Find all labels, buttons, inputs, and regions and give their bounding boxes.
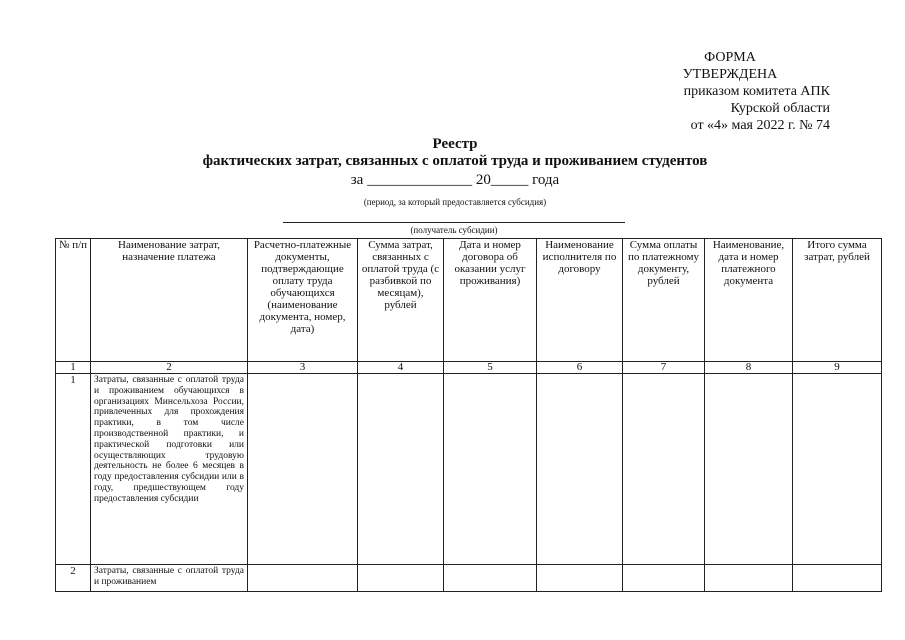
table-row xyxy=(56,565,882,592)
column-number: 4 xyxy=(358,362,444,374)
table-row xyxy=(56,374,882,565)
header-cell: Наименование затрат, назначение платежа xyxy=(91,239,248,362)
form-label: ФОРМА xyxy=(704,50,756,65)
column-number: 9 xyxy=(793,362,882,374)
column-number-row xyxy=(56,362,882,374)
row-description: Затраты, связанные с оплатой труда и проживанием обучающихся в организациях Минсельхоза России, привлеченных для прохождения практики, в том числе производственной практики, и практической подготовки или осуществляющих трудовую деятельность не более 6 месяцев в году предоставления субсидии или в году, предшествующем году предоставления субсидии xyxy=(91,374,248,565)
column-number: 2 xyxy=(91,362,248,374)
empty-cell xyxy=(358,374,444,565)
empty-cell xyxy=(537,374,623,565)
approval-date: от «4» мая 2022 г. № 74 xyxy=(690,118,830,133)
empty-cell xyxy=(444,374,537,565)
approval-region: Курской области xyxy=(730,101,830,116)
row-description: Затраты, связанные с оплатой труда и проживанием xyxy=(91,565,248,592)
header-cell: Наименование, дата и номер платежного документа xyxy=(705,239,793,362)
header-cell: Дата и номер договора об оказании услуг проживания) xyxy=(444,239,537,362)
approved-label: УТВЕРЖДЕНА xyxy=(682,67,778,82)
header-cell: Сумма оплаты по платежному документу, рублей xyxy=(623,239,705,362)
row-number: 1 xyxy=(56,374,91,565)
approval-order: приказом комитета АПК xyxy=(683,84,830,99)
column-number: 6 xyxy=(537,362,623,374)
column-number: 1 xyxy=(56,362,91,374)
header-cell: № п/п xyxy=(56,239,91,362)
column-number: 7 xyxy=(623,362,705,374)
header-cell: Наименование исполнителя по договору xyxy=(537,239,623,362)
header-cell: Итого сумма затрат, рублей xyxy=(793,239,882,362)
empty-cell xyxy=(537,565,623,592)
empty-cell xyxy=(705,565,793,592)
row-number: 2 xyxy=(56,565,91,592)
column-number: 3 xyxy=(248,362,358,374)
empty-cell xyxy=(248,374,358,565)
recipient-note: (получатель субсидии) xyxy=(410,225,498,235)
empty-cell xyxy=(444,565,537,592)
empty-cell xyxy=(793,374,882,565)
register-table xyxy=(55,238,882,592)
empty-cell xyxy=(793,565,882,592)
period-note: (период, за который предоставляется субсидия) xyxy=(363,197,547,207)
table-header-row xyxy=(56,239,882,362)
header-cell: Сумма затрат, связанных с оплатой труда (с разбивкой по месяцам), рублей xyxy=(358,239,444,362)
empty-cell xyxy=(358,565,444,592)
document-subtitle: фактических затрат, связанных с оплатой труда и проживанием студентов xyxy=(202,153,708,169)
column-number: 8 xyxy=(705,362,793,374)
recipient-line xyxy=(283,222,625,223)
empty-cell xyxy=(623,565,705,592)
empty-cell xyxy=(705,374,793,565)
empty-cell xyxy=(248,565,358,592)
empty-cell xyxy=(623,374,705,565)
document-title: Реестр xyxy=(432,136,478,152)
approval-block xyxy=(600,49,830,134)
column-number: 5 xyxy=(444,362,537,374)
period-line: за ______________ 20_____ года xyxy=(350,172,560,188)
header-cell: Расчетно-платежные документы, подтверждающие оплату труда обучающихся (наименование документа, номер, дата) xyxy=(248,239,358,362)
